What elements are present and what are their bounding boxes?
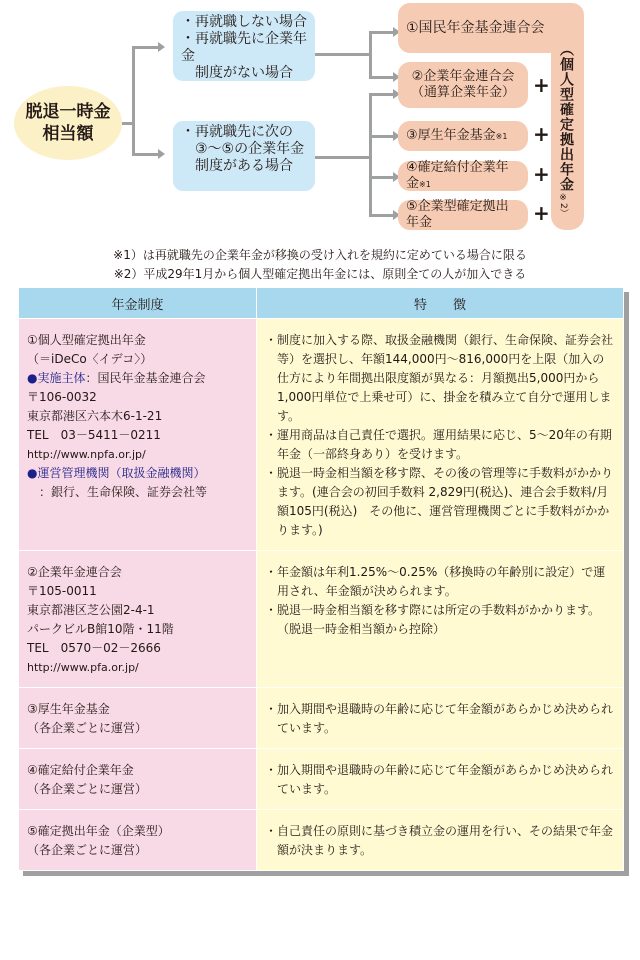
implementer-value: ：国民年金基金連合会 — [85, 371, 206, 385]
ideco-vertical-text: （個人型確定拠出年金 — [558, 42, 574, 192]
table-row — [19, 319, 624, 551]
feature-item: ・制度に加入する際、取扱金融機関（銀行、生命保険、証券会社等）を選択し、年額144,000円〜816,000円を上限（加入の仕方により年間拠出限度額が異なる：月額拠出5,000円から1,000円単位で上乗せ可）に、掛金を積み立て自分で運用します。 — [265, 333, 614, 423]
note-mark: ※1 — [495, 131, 508, 141]
url-link[interactable]: http://www.npfa.or.jp/ — [27, 448, 146, 461]
note-2: ※2）平成29年1月から個人型確定拠出年金には、原則全ての人が加入できる — [113, 267, 527, 281]
target-label: ③厚生年金基金 — [406, 127, 496, 143]
case-a-line: 制度がない場合 — [181, 65, 293, 81]
source-line1: 脱退一時金 — [25, 102, 111, 122]
feature-item: ・脱退一時金相当額を移す際には所定の手数料がかかります。（脱退一時金相当額から控除） — [265, 603, 601, 636]
note-1: ※1）は再就職先の企業年金が移換の受け入れを規約に定めている場合に限る — [113, 248, 527, 262]
plus-icon: + — [533, 201, 550, 225]
manager-value: ：銀行、生命保険、証券会社等 — [39, 485, 208, 499]
table-row — [19, 810, 624, 871]
case-a-box — [173, 11, 315, 81]
target-pfa — [398, 62, 528, 108]
feature-item: ・自己責任の原則に基づき積立金の運用を行い、その結果で年金額が決まります。 — [265, 824, 614, 857]
feature-item: ・加入期間や退職時の年齢に応じて年金額があらかじめ決められています。 — [265, 763, 614, 796]
table-row — [19, 688, 624, 749]
connector — [315, 156, 370, 159]
row-pfa-right — [257, 551, 624, 688]
zip: 〒106-0032 — [27, 390, 97, 404]
plus-icon: + — [533, 162, 550, 186]
connector — [132, 153, 158, 156]
row-sub: （＝iDeCo〈イデコ〉） — [27, 352, 153, 366]
building: パークビルB館10階・11階 — [27, 622, 174, 636]
tel: TEL 03－5411－0211 — [27, 428, 161, 442]
pension-table — [18, 287, 624, 871]
feature-item: ・脱退一時金相当額を移す際、その後の管理等に手数料がかかります。(連合会の初回手数料 2,829円(税込)、連合会手数料/月額105円(税込) その他に、運営管理機関ごとに手数料がかかります。) — [265, 466, 614, 537]
row-sub: （各企業ごとに運営） — [27, 782, 148, 796]
connector — [369, 93, 395, 96]
target-label: （通算企業年金） — [410, 85, 515, 100]
connector — [369, 76, 395, 79]
tel: TEL 0570－02－2666 — [27, 641, 161, 655]
address: 東京都港区六本木6-1-21 — [27, 409, 163, 423]
row-title: ①個人型確定拠出年金 — [27, 333, 146, 347]
row-title: ⑤確定拠出年金（企業型） — [27, 824, 170, 838]
source-ellipse — [14, 86, 122, 160]
note-mark: ※1 — [419, 179, 431, 189]
implementer-line — [27, 369, 248, 388]
connector — [369, 31, 395, 34]
feature-item: ・運用商品は自己責任で選択。運用結果に応じ、5〜20年の有期年金（一部終身あり）を受けます。 — [265, 428, 612, 461]
source-line2: 相当額 — [42, 124, 94, 144]
target-kosei — [398, 121, 528, 151]
case-b-line: 制度がある場合 — [181, 158, 293, 174]
feature-item: ・年金額は年利1.25%〜0.25%（移換時の年齢別に設定）で運用され、年金額が決められます。 — [265, 565, 606, 598]
connector — [132, 46, 158, 49]
target-label-wrap — [406, 160, 520, 193]
arrow-icon — [158, 42, 165, 52]
connector — [350, 53, 370, 56]
row-sub: （各企業ごとに運営） — [27, 843, 148, 857]
target-label: ④確定給付企業年金 — [406, 159, 509, 191]
ideco-mark: ※2） — [558, 193, 568, 218]
connector — [369, 176, 395, 179]
target-label: ⑤企業型確定拠出年金 — [406, 199, 509, 230]
row-kosei-right — [257, 688, 624, 749]
case-b-line: ・再就職先に次の — [181, 124, 293, 140]
connector — [315, 53, 350, 56]
row-ideco-left — [19, 319, 257, 551]
row-pfa-left — [19, 551, 257, 688]
case-b-box — [173, 121, 315, 191]
target-dc — [398, 200, 528, 230]
target-label: ①国民年金基金連合会 — [406, 20, 545, 36]
zip: 〒105-0011 — [27, 584, 97, 598]
connector — [369, 135, 395, 138]
row-db-right — [257, 749, 624, 810]
row-title: ④確定給付企業年金 — [27, 763, 134, 777]
address: 東京都港区芝公園2-4-1 — [27, 603, 155, 617]
plus-icon: + — [533, 122, 550, 146]
row-dc-left — [19, 810, 257, 871]
target-db — [398, 161, 528, 191]
table-row — [19, 749, 624, 810]
row-sub: （各企業ごとに運営） — [27, 721, 148, 735]
case-a-line: ・再就職先に企業年金 — [181, 31, 307, 64]
row-kosei-left — [19, 688, 257, 749]
manager-label: ●運営管理機関（取扱金融機関） — [27, 466, 206, 480]
row-db-left — [19, 749, 257, 810]
connector — [369, 214, 395, 217]
connector — [132, 46, 135, 155]
url-link[interactable]: http://www.pfa.or.jp/ — [27, 661, 139, 674]
header-features: 特 徴 — [257, 288, 624, 319]
header-system: 年金制度 — [19, 288, 257, 319]
connector — [369, 93, 372, 216]
feature-item: ・加入期間や退職時の年齢に応じて年金額があらかじめ決められています。 — [265, 702, 614, 735]
table-row — [19, 551, 624, 688]
plus-icon: + — [533, 73, 550, 97]
row-title: ②企業年金連合会 — [27, 565, 122, 579]
row-title: ③厚生年金基金 — [27, 702, 110, 716]
case-a-line: ・再就職しない場合 — [181, 14, 307, 30]
implementer-label: ●実施主体 — [27, 371, 86, 385]
target-label-wrap — [406, 128, 520, 145]
row-dc-right — [257, 810, 624, 871]
case-b-line: ③〜⑤の企業年金 — [181, 141, 305, 157]
table-header — [19, 288, 624, 319]
ideco-vertical-label — [558, 42, 574, 192]
target-label: ②企業年金連合会 — [411, 69, 515, 84]
row-ideco-right — [257, 319, 624, 551]
arrow-icon — [158, 149, 165, 159]
